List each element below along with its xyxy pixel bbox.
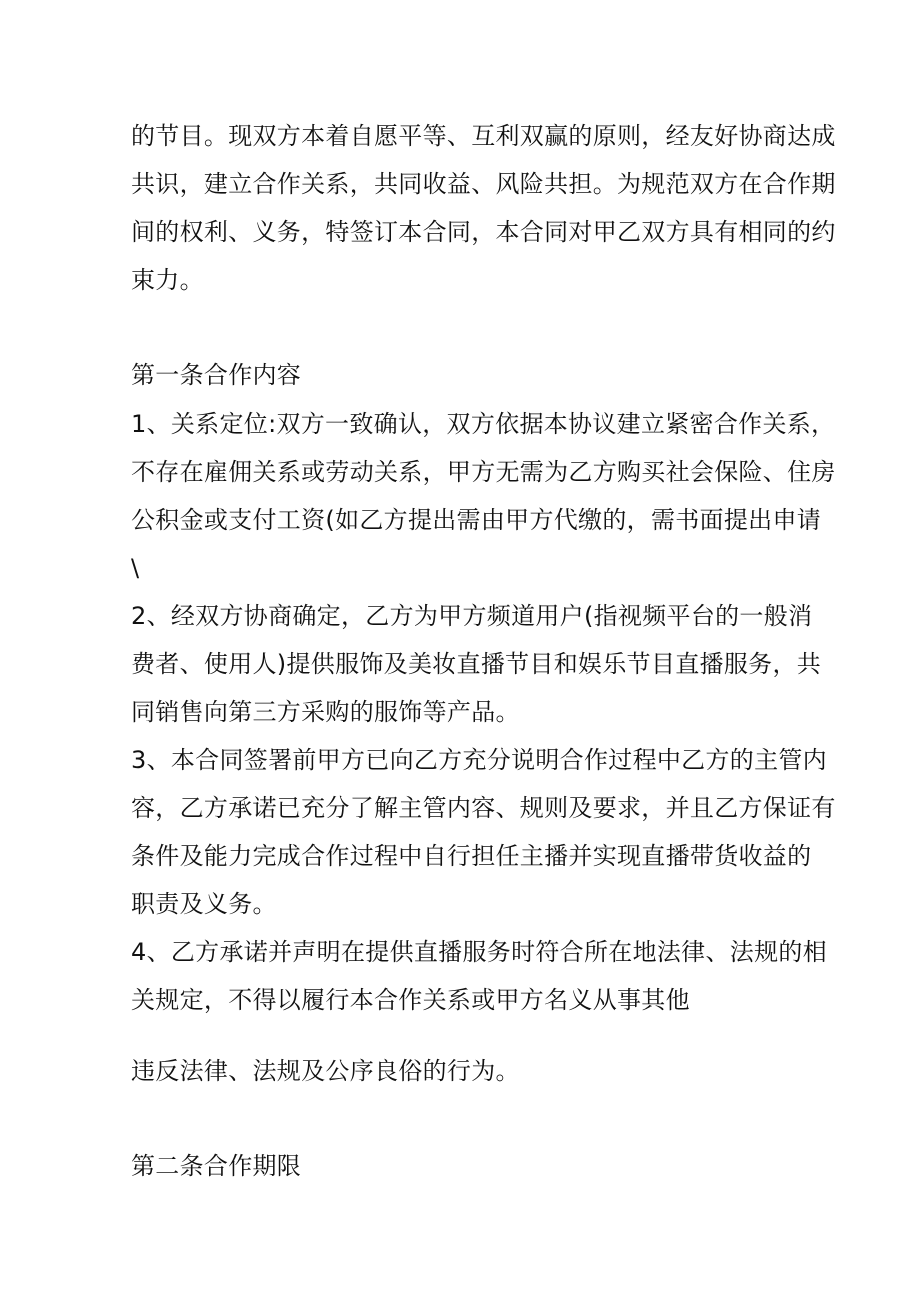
intro-line: 间的权利、义务，特签订本合同，本合同对甲乙双方具有相同的约 xyxy=(131,218,836,246)
item-1-line: 公积金或支付工资(如乙方提出需由甲方代缴的，需书面提出申请 xyxy=(131,506,822,534)
item-4-line: 违反法律、法规及公序良俗的行为。 xyxy=(131,1057,520,1085)
item-2-line: 费者、使用人)提供服饰及美妆直播节目和娱乐节目直播服务，共 xyxy=(131,650,822,678)
item-4-line: 4、乙方承诺并声明在提供直播服务时符合所在地法律、法规的相 xyxy=(131,938,827,966)
item-4-line: 关规定，不得以履行本合作关系或甲方名义从事其他 xyxy=(131,986,690,1014)
item-3-line: 职责及义务。 xyxy=(131,890,277,918)
item-3-line: 条件及能力完成合作过程中自行担任主播并实现直播带货收益的 xyxy=(131,842,812,870)
intro-line: 共识，建立合作关系，共同收益、风险共担。为规范双方在合作期 xyxy=(131,170,836,198)
intro-line: 的节目。现双方本着自愿平等、互利双赢的原则，经友好协商达成 xyxy=(131,122,836,150)
item-2-line: 2、经双方协商确定，乙方为甲方频道用户(指视频平台的一般消 xyxy=(131,602,813,630)
item-3-line: 3、本合同签署前甲方已向乙方充分说明合作过程中乙方的主管内 xyxy=(131,746,827,774)
item-1-line: 不存在雇佣关系或劳动关系，甲方无需为乙方购买社会保险、住房 xyxy=(131,458,836,486)
section-heading-1: 第一条合作内容 xyxy=(131,361,302,389)
intro-line: 束力。 xyxy=(131,266,204,294)
item-1-line: \ xyxy=(131,554,140,582)
item-1-line: 1、关系定位:双方一致确认，双方依据本协议建立紧密合作关系， xyxy=(131,410,836,438)
section-heading-2: 第二条合作期限 xyxy=(131,1152,302,1180)
item-3-line: 容，乙方承诺已充分了解主管内容、规则及要求，并且乙方保证有 xyxy=(131,794,836,822)
item-2-line: 同销售向第三方采购的服饰等产品。 xyxy=(131,698,520,726)
